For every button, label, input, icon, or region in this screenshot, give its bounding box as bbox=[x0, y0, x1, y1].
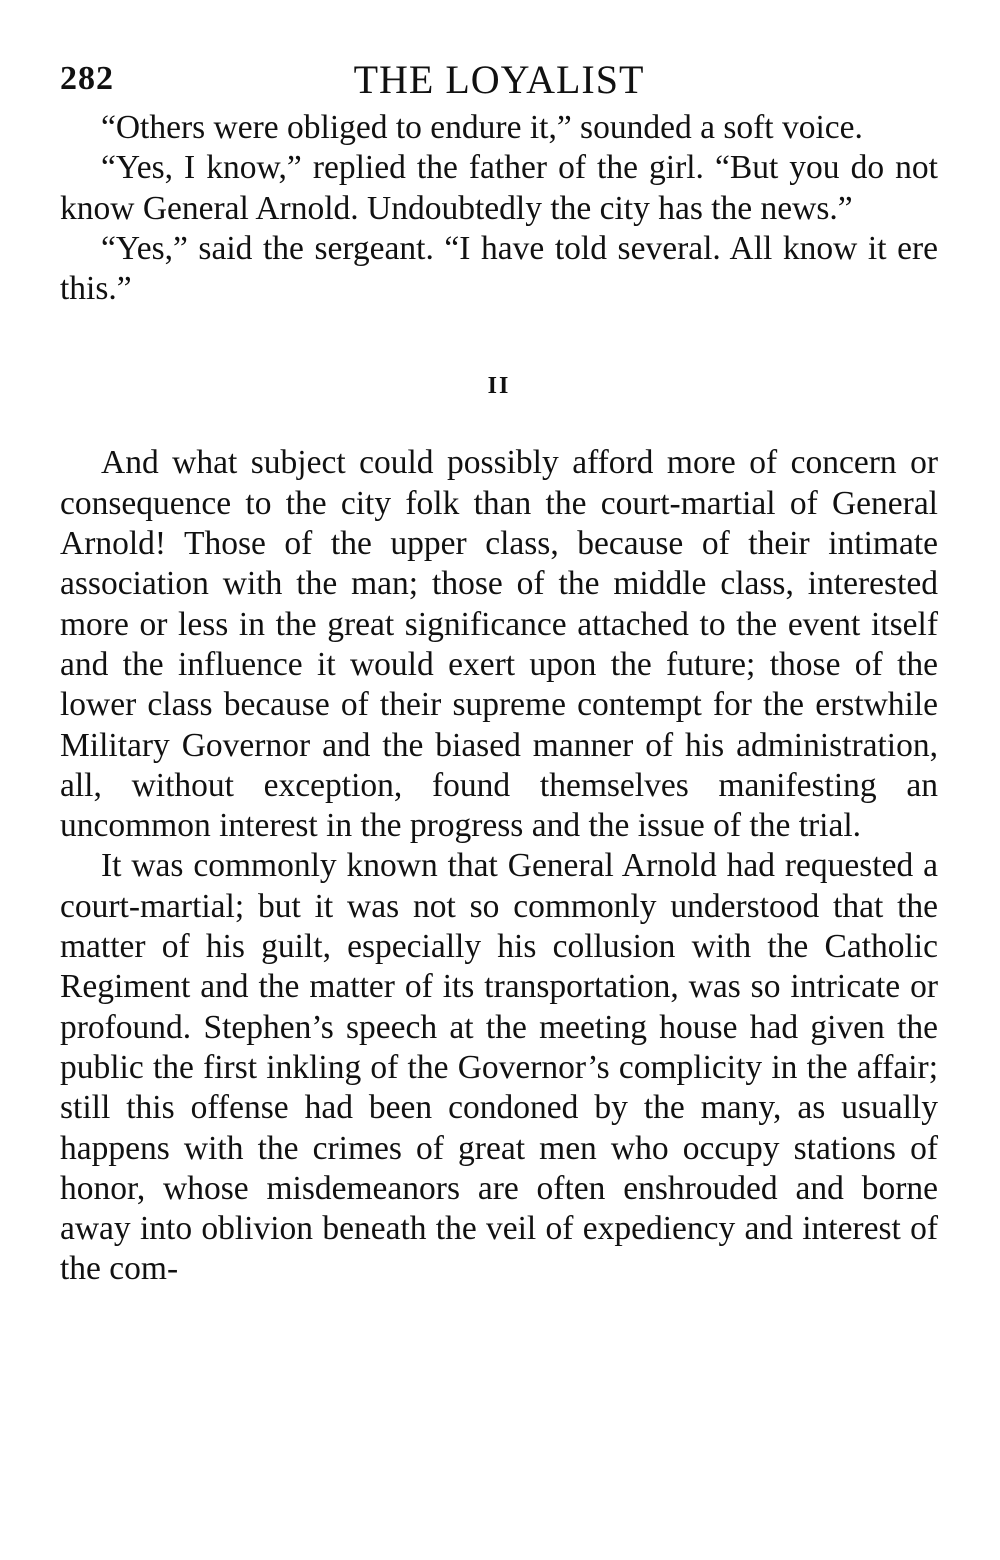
running-title: THE LOYALIST bbox=[353, 57, 645, 102]
running-head bbox=[60, 52, 938, 108]
book-page bbox=[60, 52, 938, 1290]
paragraph-dialogue-3: “Yes,” said the sergeant. “I have told several. All know it ere this.” bbox=[60, 229, 938, 308]
section-numeral: II bbox=[487, 373, 511, 400]
page-number: 282 bbox=[60, 60, 114, 97]
paragraph-body-2: It was commonly known that General Arnold had requested a court-martial; but it was not so commonly understood that the matter of his guilt, especially his collusion with the Catholic Regiment and the matter of its transportation, was so intricate or profound. Stephen’s speech at the meeting house had given the public the first inkling of the Governor’s complicity in the affair; still this offense had been condoned by the many, as usually happens with the crimes of great men who occupy stations of honor, whose misdemeanors are often enshrouded and borne away into oblivion beneath the veil of expediency and interest of the com- bbox=[60, 847, 938, 1288]
paragraph-dialogue-1: “Others were obliged to endure it,” sounded a soft voice. bbox=[101, 109, 863, 146]
paragraph-body-1: And what subject could possibly afford more of concern or consequence to the city folk than the court-martial of General Arnold! Those of the upper class, because of their intimate association with the man; those of the middle class, interested more or less in the great significance attached to the event itself and the influence it would exert upon the future; those of the lower class because of their supreme contempt for the erstwhile Military Governor and the biased manner of his administration, all, without exception, found themselves manifesting an uncommon interest in the progress and the issue of the trial. bbox=[60, 444, 938, 845]
paragraph-dialogue-2: “Yes, I know,” replied the father of the girl. “But you do not know General Arnold. Undoubtedly the city has the news.” bbox=[60, 149, 938, 227]
